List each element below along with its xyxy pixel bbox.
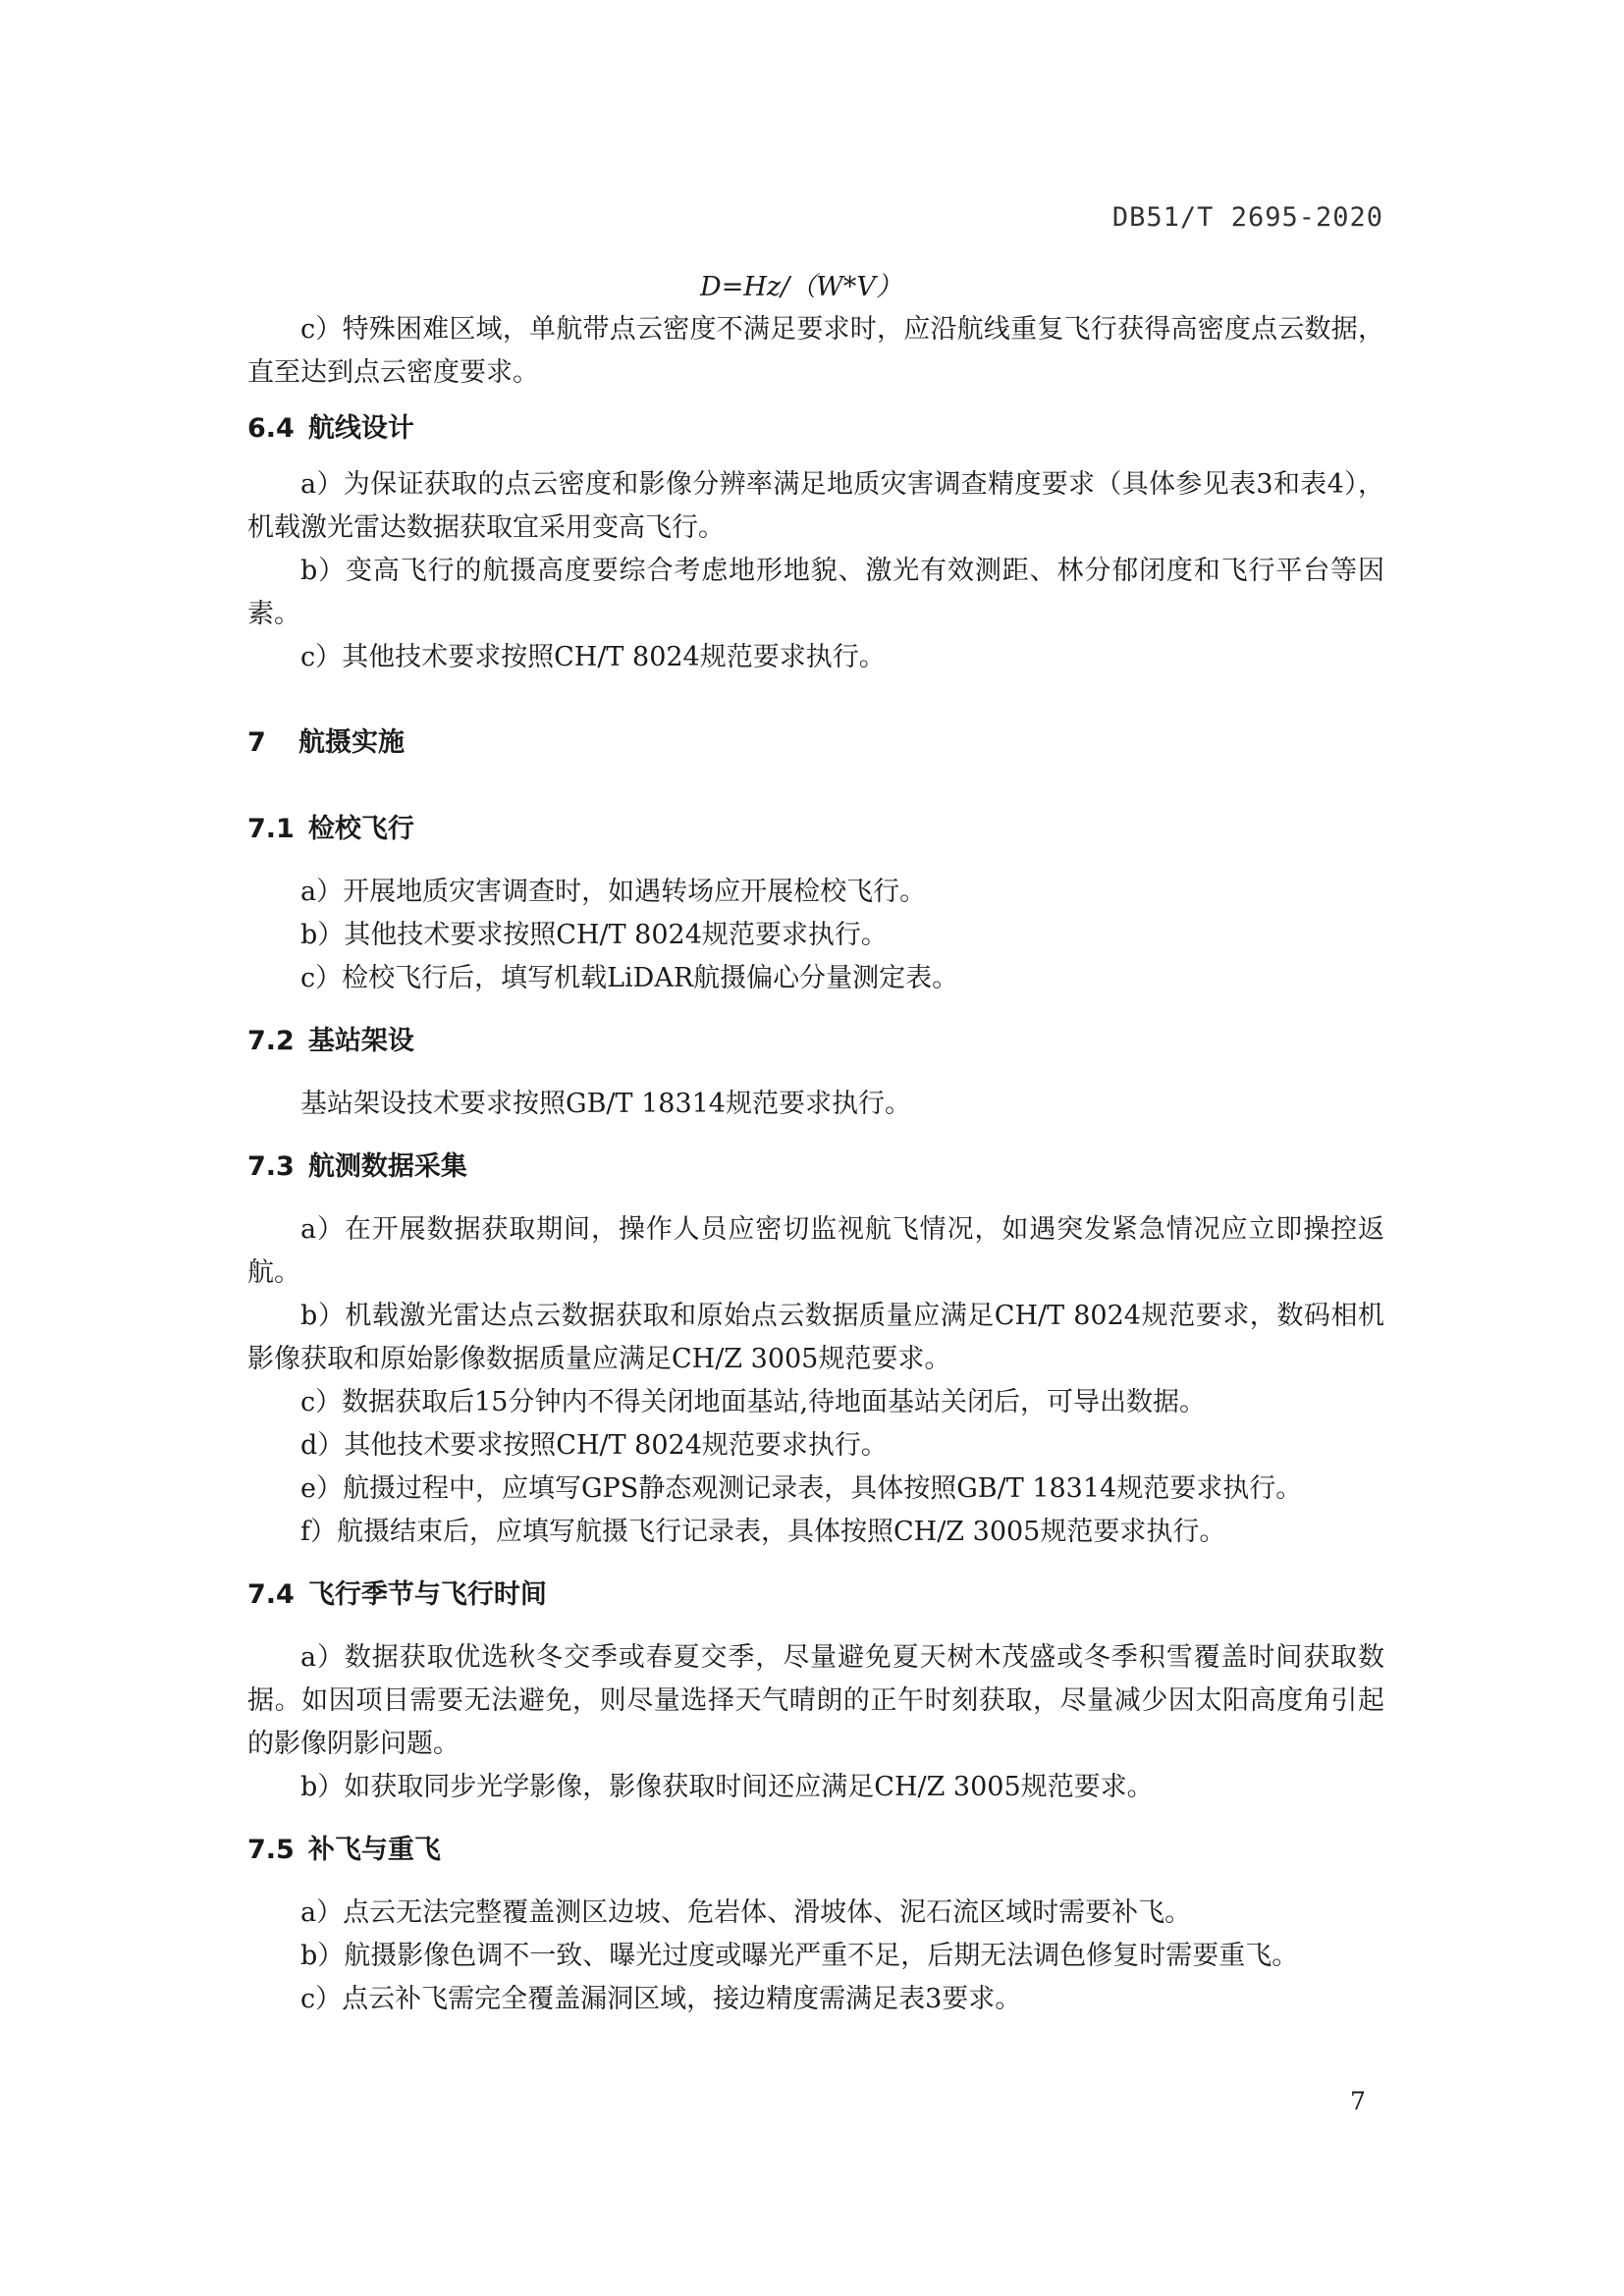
paragraph: b）机载激光雷达点云数据获取和原始点云数据质量应满足CH/T 8024规范要求，数码相机影像获取和原始影像数据质量应满足CH/Z 3005规范要求。 bbox=[247, 1301, 1384, 1374]
page-number: 7 bbox=[1350, 2087, 1366, 2115]
document-body bbox=[247, 267, 1384, 2021]
section-heading bbox=[247, 1146, 1384, 1189]
section-title: 航测数据采集 bbox=[307, 1151, 467, 1182]
section-number: 7.1 bbox=[247, 814, 295, 844]
section-title: 基站架设 bbox=[307, 1026, 414, 1056]
section-number: 7.2 bbox=[247, 1026, 295, 1056]
paragraph: b）变高飞行的航摄高度要综合考虑地形地貌、激光有效测距、林分郁闭度和飞行平台等因素。 bbox=[247, 556, 1384, 629]
section-heading bbox=[247, 808, 1384, 851]
section-number: 6.4 bbox=[247, 413, 295, 444]
section-heading bbox=[247, 1829, 1384, 1872]
paragraph: c）数据获取后15分钟内不得关闭地面基站,待地面基站关闭后，可导出数据。 bbox=[300, 1387, 1207, 1417]
paragraph: c）特殊困难区域，单航带点云密度不满足要求时，应沿航线重复飞行获得高密度点云数据，直至达到点云密度要求。 bbox=[247, 314, 1384, 388]
section-heading bbox=[247, 407, 1384, 451]
paragraph: a）点云无法完整覆盖测区边坡、危岩体、滑坡体、泥石流区域时需要补飞。 bbox=[300, 1897, 1192, 1928]
paragraph: b）如获取同步光学影像，影像获取时间还应满足CH/Z 3005规范要求。 bbox=[300, 1772, 1154, 1802]
section-7-5-body bbox=[247, 1892, 1384, 2021]
chapter-heading bbox=[247, 721, 1384, 765]
section-number: 7.3 bbox=[247, 1151, 295, 1182]
section-title: 补飞与重飞 bbox=[307, 1835, 441, 1865]
paragraph: a）为保证获取的点云密度和影像分辨率满足地质灾害调查精度要求（具体参见表3和表4），机载激光雷达数据获取宜采用变高飞行。 bbox=[247, 469, 1384, 543]
chapter-title: 航摄实施 bbox=[298, 727, 405, 758]
paragraph: d）其他技术要求按照CH/T 8024规范要求执行。 bbox=[300, 1430, 888, 1461]
paragraph: 基站架设技术要求按照GB/T 18314规范要求执行。 bbox=[300, 1089, 911, 1119]
section-title: 检校飞行 bbox=[307, 814, 414, 844]
section-heading bbox=[247, 1020, 1384, 1063]
section-title: 飞行季节与飞行时间 bbox=[307, 1579, 547, 1610]
section-7-4-body bbox=[247, 1636, 1384, 1809]
paragraph: b）其他技术要求按照CH/T 8024规范要求执行。 bbox=[300, 920, 888, 950]
paragraph: f）航摄结束后，应填写航摄飞行记录表，具体按照CH/Z 3005规范要求执行。 bbox=[300, 1517, 1226, 1547]
document-code-header: DB51/T 2695-2020 bbox=[1111, 202, 1383, 233]
section-heading bbox=[247, 1574, 1384, 1617]
paragraph: c）其他技术要求按照CH/T 8024规范要求执行。 bbox=[300, 642, 886, 672]
paragraph: c）检校飞行后，填写机载LiDAR航摄偏心分量测定表。 bbox=[300, 963, 959, 993]
section-7-3-body bbox=[247, 1208, 1384, 1554]
section-7-1-body bbox=[247, 871, 1384, 1000]
paragraph: a）在开展数据获取期间，操作人员应密切监视航飞情况，如遇突发紧急情况应立即操控返航。 bbox=[247, 1214, 1384, 1288]
paragraph: a）数据获取优选秋冬交季或春夏交季，尽量避免夏天树木茂盛或冬季积雪覆盖时间获取数据。如因项目需要无法避免，则尽量选择天气晴朗的正午时刻获取，尽量减少因太阳高度角引起的影像阴影问题。 bbox=[247, 1642, 1384, 1759]
paragraph: b）航摄影像色调不一致、曝光过度或曝光严重不足，后期无法调色修复时需要重飞。 bbox=[300, 1941, 1299, 1971]
paragraph: e）航摄过程中，应填写GPS静态观测记录表，具体按照GB/T 18314规范要求执行。 bbox=[300, 1473, 1303, 1504]
formula: D=Hz/（W*V） bbox=[700, 272, 902, 302]
chapter-number: 7 bbox=[247, 727, 266, 758]
paragraph: c）点云补飞需完全覆盖漏洞区域，接边精度需满足表3要求。 bbox=[300, 1984, 1022, 2014]
section-number: 7.5 bbox=[247, 1835, 295, 1865]
section-6-4-body bbox=[247, 463, 1384, 679]
paragraph: a）开展地质灾害调查时，如遇转场应开展检校飞行。 bbox=[300, 877, 927, 907]
section-7-2-body bbox=[247, 1083, 1384, 1126]
section-number: 7.4 bbox=[247, 1579, 295, 1610]
section-title: 航线设计 bbox=[307, 413, 414, 444]
